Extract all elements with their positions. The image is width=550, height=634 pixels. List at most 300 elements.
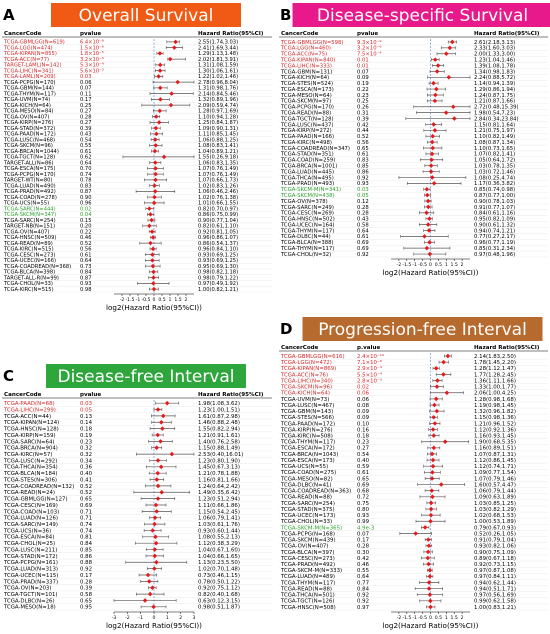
- row-hr-text: 0.96(0.77,1.19): [474, 240, 516, 247]
- row-hr-text: 1.00(0.53,1.89): [474, 519, 516, 526]
- row-label: TCGA-ESCA(N=175): [4, 166, 56, 173]
- row-hr-text: 1.08(0.83,1.41): [198, 143, 239, 150]
- row-hr-text: 1.55(0.26,9.18): [198, 154, 239, 161]
- row-label: TCGA-KIRC(N=57): [4, 451, 53, 458]
- x-tick-label: -2: [396, 263, 402, 268]
- panel-title: Progression-free Interval: [318, 320, 527, 340]
- hr-point: [159, 465, 164, 470]
- row-hr-text: 1.07(0.82,1.41): [474, 151, 516, 158]
- row-label: TCGA-SKCM-M(N=333): [281, 568, 343, 575]
- row-label: TCGA-OV(N=407): [281, 543, 329, 550]
- row-label: TCGA-THYM(N=117): [281, 580, 336, 587]
- row-pvalue: 0.93: [357, 513, 370, 520]
- row-pvalue: 0.62: [80, 154, 92, 161]
- row-pvalue: 0.72: [357, 494, 370, 501]
- row-hr-text: 0.98(0.51,1.87): [198, 604, 240, 611]
- row-label: TCGA-LUAD(N=313): [4, 566, 58, 573]
- hr-point: [151, 247, 156, 252]
- hr-point: [427, 586, 432, 591]
- row-label: TCGA-CESC(N=169): [4, 502, 58, 509]
- row-pvalue: 3.2×10⁻⁵: [80, 56, 104, 63]
- row-hr-text: 1.15(0.88,1.49): [198, 445, 240, 452]
- hr-point: [428, 252, 433, 257]
- row-hr-text: 1.09(0.90,1.31): [198, 125, 239, 132]
- hr-point: [152, 287, 157, 292]
- row-hr-text: 1.34(0.98,1.83): [474, 69, 516, 76]
- row-pvalue: 0.58: [357, 222, 369, 229]
- row-hr-text: 1.04(0.89,1.21): [198, 148, 239, 155]
- row-hr-text: 0.97(0.56,1.69): [474, 592, 516, 599]
- panel-D: [279, 317, 548, 630]
- row-hr-text: 0.82(0.40,1.68): [198, 591, 240, 598]
- row-pvalue: 0.19: [80, 432, 93, 439]
- hr-point: [451, 104, 456, 109]
- hr-point: [433, 421, 438, 426]
- hr-point: [156, 496, 161, 501]
- row-label: TCGA-KIRC(N=515): [4, 246, 54, 253]
- row-hr-text: 0.90(0.75,1.09): [474, 549, 516, 556]
- row-hr-text: 1.10(0.94,1.28): [198, 114, 239, 121]
- hr-point: [431, 81, 436, 86]
- hr-point: [425, 193, 430, 198]
- col-header-pvalue: pvalue: [80, 392, 102, 398]
- row-hr-text: 1.15(0.54,2.45): [198, 509, 240, 516]
- row-hr-text: 1.06(0.79,1.41): [198, 515, 240, 522]
- hr-point: [429, 507, 434, 512]
- row-label: TCGA-MESO(N=64): [281, 92, 332, 99]
- hr-point: [146, 573, 151, 578]
- row-label: TCGA-PRAD(N=492): [4, 189, 56, 196]
- hr-point: [151, 275, 156, 280]
- hr-point: [433, 57, 438, 62]
- row-label: TARGET-ALL(N=86): [4, 160, 54, 167]
- x-tick-label: -1.5: [402, 263, 412, 268]
- hr-point: [426, 562, 431, 567]
- row-hr-text: 0.84(0.61,1.16): [474, 210, 516, 217]
- row-pvalue: 0.42: [357, 555, 370, 562]
- row-hr-text: 0.86(0.54,1.37): [198, 240, 239, 247]
- row-label: TCGA-COAD(N=259): [281, 157, 336, 164]
- row-label: TCGA-UCS(N=36): [4, 528, 52, 535]
- row-label: TCGA-OV(N=203): [4, 585, 52, 592]
- row-hr-text: 1.06(0.79,1.44): [474, 488, 516, 495]
- row-hr-text: 0.96(0.86,1.07): [198, 235, 239, 242]
- x-tick-label: 1: [168, 298, 172, 303]
- col-header-pvalue: pvalue: [80, 31, 102, 37]
- row-label: TCGA-SKCM(N=96): [4, 143, 53, 150]
- hr-point: [429, 157, 434, 162]
- row-pvalue: 0.03: [80, 401, 93, 408]
- x-tick-label: -2: [396, 616, 402, 621]
- hr-point: [429, 501, 434, 506]
- row-label: TCGA-KIRP(N=159): [4, 432, 56, 439]
- row-hr-text: 1.15(0.98,1.36): [474, 415, 516, 422]
- row-hr-text: 1.21(0.78,1.88): [198, 471, 240, 478]
- row-hr-text: 0.94(0.74,1.21): [474, 228, 516, 235]
- row-hr-text: 0.93(0.69,1.25): [198, 252, 239, 259]
- row-pvalue: 0.87: [80, 189, 92, 196]
- row-hr-text: 1.78(1.45,2.20): [474, 360, 516, 367]
- row-label: TCGA-GBM(N=144): [4, 85, 54, 92]
- row-label: TCGA-THCA(N=501): [281, 592, 335, 599]
- hr-point: [434, 397, 439, 402]
- hr-point: [148, 241, 153, 246]
- row-hr-text: 1.24(0.64,2.42): [198, 483, 240, 490]
- row-label: TCGA-MESO(N=18): [4, 604, 56, 611]
- row-hr-text: 1.32(0.96,1.82): [474, 409, 516, 416]
- row-pvalue: 0.20: [80, 223, 92, 230]
- hr-point: [424, 211, 429, 216]
- hr-point: [156, 458, 161, 463]
- row-label: TCGA-THYM(N=117): [281, 246, 335, 253]
- x-tick-label: 1.5: [174, 298, 182, 303]
- panel-title: Disease-free Interval: [57, 367, 235, 387]
- hr-point: [439, 482, 444, 487]
- hr-point: [428, 599, 433, 604]
- hr-point: [427, 240, 432, 245]
- hr-point: [425, 246, 430, 251]
- row-label: TCGA-READ(N=24): [4, 490, 56, 497]
- row-label: TCGA-COAD(N=275): [281, 470, 337, 477]
- x-tick-label: 2: [179, 616, 183, 621]
- row-label: TCGA-LIHC(N=340): [281, 378, 333, 385]
- row-pvalue: 6.4×10⁻⁹: [80, 39, 104, 46]
- x-tick-label: -1: [412, 616, 417, 621]
- hr-point: [434, 87, 439, 92]
- row-label: TCGA-COADREAD(N=132): [4, 483, 75, 490]
- row-label: TCGA-STAD(N=351): [281, 151, 334, 158]
- hr-point: [153, 554, 158, 559]
- hr-point: [147, 206, 152, 211]
- row-hr-text: 1.02(0.68,1.53): [474, 513, 516, 520]
- row-label: TCGA-PAAD(N=68): [4, 401, 55, 408]
- x-tick-label: -1: [138, 616, 143, 621]
- row-pvalue: 0.46: [80, 235, 92, 242]
- row-label: TCGA-STES(N=566): [281, 415, 335, 422]
- row-label: TCGA-KIRP(N=276): [281, 427, 333, 434]
- hr-point: [162, 155, 167, 160]
- row-hr-text: 0.97(0.48,1.96): [474, 251, 516, 258]
- row-label: TCGA-LIHC(N=333): [281, 63, 332, 70]
- row-pvalue: 0.23: [80, 439, 93, 446]
- row-label: TCGA-PAAD(N=166): [281, 134, 335, 141]
- row-pvalue: 0.15: [80, 217, 92, 224]
- row-pvalue: 0.84: [80, 541, 93, 548]
- row-pvalue: 0.61: [357, 234, 369, 241]
- row-pvalue: 0.22: [80, 229, 92, 236]
- row-hr-text: 2.72(0.48,15.39): [474, 104, 519, 111]
- col-header-cancer: CancerCode: [281, 345, 319, 351]
- row-hr-text: 1.46(0.88,2.48): [198, 420, 240, 427]
- row-label: TCGA-LUSC(N=292): [4, 458, 58, 465]
- row-pvalue: 0.87: [80, 275, 92, 282]
- row-pvalue: 7.1×10⁻⁶: [357, 360, 382, 367]
- row-hr-text: 1.23(1.04,1.46): [474, 57, 516, 64]
- hr-point: [426, 205, 431, 210]
- row-hr-text: 1.19(0.98,1.45): [474, 402, 516, 409]
- row-pvalue: 2.8×10⁻³: [357, 378, 382, 385]
- row-pvalue: 0.08: [357, 402, 370, 409]
- row-hr-text: 1.12(0.86,1.45): [474, 457, 516, 464]
- x-tick-label: -1.5: [125, 298, 135, 303]
- row-label: TCGA-UCS(N=55): [281, 464, 329, 471]
- x-tick-label: -0.5: [418, 263, 428, 268]
- row-label: TARGET-ALL-R(N=99): [4, 275, 59, 282]
- hr-point: [153, 515, 158, 520]
- row-label: TCGA-HNSC(N=509): [4, 235, 57, 242]
- hr-point: [148, 212, 153, 217]
- x-axis-label: log2(Hazard Ratio(95%CI)): [106, 621, 202, 630]
- row-label: TCGA-PCPG(N=161): [4, 560, 58, 567]
- row-pvalue: 0.74: [80, 528, 93, 535]
- row-hr-text: 0.92(0.81,1.05): [198, 229, 239, 236]
- panel-letter: C: [3, 367, 15, 385]
- hr-point: [422, 234, 427, 239]
- row-label: TCGA-BRCA(N=904): [4, 445, 58, 452]
- x-tick-label: 0: [152, 616, 156, 621]
- row-pvalue: 0.09: [357, 415, 370, 422]
- row-hr-text: 1.21(0.91,1.61): [198, 432, 240, 439]
- hr-point: [155, 477, 160, 482]
- hr-point: [158, 97, 163, 102]
- x-tick-label: -0.5: [141, 298, 151, 303]
- x-tick-label: 0.5: [434, 616, 443, 621]
- row-pvalue: 7.5×10⁻⁴: [357, 51, 382, 58]
- row-pvalue: 0.22: [357, 86, 369, 93]
- hr-point: [154, 445, 159, 450]
- row-hr-text: 1.24(0.87,1.75): [474, 92, 516, 99]
- row-pvalue: 0.25: [80, 102, 92, 109]
- row-hr-text: 1.49(0.35,6.42): [198, 490, 240, 497]
- row-hr-text: 0.78(0.50,1.22): [198, 579, 240, 586]
- row-pvalue: 0.27: [80, 108, 92, 115]
- row-pvalue: 0.07: [357, 69, 369, 76]
- row-hr-text: 1.61(0.87,2.98): [198, 413, 240, 420]
- row-pvalue: 0.01: [357, 57, 369, 64]
- hr-point: [433, 128, 438, 133]
- row-label: TCGA-UCS(N=55): [4, 200, 50, 207]
- row-label: TCGA-KIRP(N=272): [281, 128, 332, 135]
- row-label: TCGA-BRCA(N=1043): [281, 451, 339, 458]
- hr-point: [173, 40, 178, 45]
- row-hr-text: 1.17(0.36,3.82): [474, 181, 516, 188]
- row-pvalue: 0.02: [80, 206, 92, 213]
- x-tick-label: 0: [429, 616, 432, 621]
- row-label: TCGA-SARC(N=149): [4, 521, 58, 528]
- row-pvalue: 0.81: [80, 534, 93, 541]
- row-pvalue: 1.8×10⁻⁵: [80, 51, 104, 58]
- row-hr-text: 1.11(0.85,1.45): [198, 131, 239, 138]
- row-hr-text: 0.99(0.62,1.58): [474, 598, 516, 605]
- row-label: TCGA-ACC(N=77): [4, 56, 50, 63]
- row-label: TCGA-GBMLGG(N=616): [281, 353, 345, 360]
- x-tick-label: 1: [444, 616, 448, 621]
- row-pvalue: 0.64: [80, 258, 92, 265]
- hr-point: [429, 163, 434, 168]
- row-label: TCGA-SKCM(N=439): [281, 537, 336, 544]
- row-pvalue: 0.54: [80, 137, 92, 144]
- row-pvalue: 0.92: [357, 175, 369, 182]
- x-tick-label: 3: [192, 616, 196, 621]
- row-label: TCGA-OV(N=407): [4, 229, 50, 236]
- x-tick-label: 2: [460, 616, 464, 621]
- row-label: TCGA-SKCM-M(N=365): [281, 525, 343, 532]
- row-hr-text: 1.13(0.23,5.50): [198, 560, 240, 567]
- row-label: TCGA-READ(N=88): [281, 494, 333, 501]
- col-header-cancer: CancerCode: [4, 31, 42, 37]
- x-tick-label: -1.5: [402, 616, 412, 621]
- row-pvalue: 0.55: [80, 143, 92, 150]
- row-hr-text: 1.07(0.79,1.46): [474, 476, 516, 483]
- row-hr-text: 1.06(0.88,1.25): [198, 137, 239, 144]
- x-tick-label: -2: [119, 298, 125, 303]
- row-label: TCGA-PRAD(N=337): [4, 579, 59, 586]
- row-hr-text: 1.30(1.06,1.61): [198, 68, 239, 75]
- row-label: TCGA-PCPG(N=170): [281, 104, 334, 111]
- row-hr-text: 2.00(1.33,3.00): [474, 51, 516, 58]
- row-label: TCGA-COAD(N=278): [4, 194, 57, 201]
- col-header-hr: Hazard Ratio(95%CI): [198, 31, 264, 37]
- row-label: TCGA-UVM(N=74): [4, 97, 51, 104]
- row-label: TCGA-BLCA(N=388): [281, 240, 334, 247]
- hr-point: [426, 199, 431, 204]
- x-tick-label: -1: [135, 298, 141, 303]
- hr-point: [434, 366, 439, 371]
- row-hr-text: 1.06(0.83,1.35): [198, 160, 239, 167]
- row-pvalue: 0.88: [80, 560, 93, 567]
- row-pvalue: 0.90: [80, 194, 92, 201]
- hr-point: [430, 134, 435, 139]
- row-label: TCGA-THYM(N=117): [281, 228, 335, 235]
- row-label: TCGA-UVM(N=73): [281, 396, 330, 403]
- row-label: TCGA-KIRP(N=276): [4, 120, 54, 127]
- hr-point: [152, 183, 157, 188]
- row-pvalue: 0.28: [357, 210, 369, 217]
- row-hr-text: 0.97(0.84,1.11): [474, 574, 516, 581]
- hr-point: [153, 149, 158, 154]
- hr-point: [446, 354, 451, 359]
- row-hr-text: 1.07(0.76,1.49): [198, 166, 239, 173]
- row-label: TCGA-MESO(N=82): [281, 476, 333, 483]
- row-pvalue: 0.64: [357, 574, 370, 581]
- row-label: TCGA-KICH(N=64): [4, 102, 51, 109]
- row-label: TCGA-GBMLGG(N=598): [281, 39, 344, 46]
- hr-point: [452, 116, 457, 121]
- row-pvalue: 0.27: [357, 445, 370, 452]
- row-label: TCGA-TGCT(N=126): [281, 598, 335, 605]
- x-tick-label: 0: [152, 298, 156, 303]
- row-pvalue: 0.85: [80, 547, 93, 554]
- hr-point: [151, 235, 156, 240]
- col-header-pvalue: p.value: [357, 345, 381, 351]
- row-label: TCGA-ACC(N=75): [281, 51, 328, 58]
- hr-point: [433, 99, 438, 104]
- row-pvalue: 0.28: [80, 114, 92, 121]
- row-pvalue: 0.23: [357, 92, 369, 99]
- hr-point: [428, 568, 433, 573]
- row-label: TCGA-PAAD(N=172): [4, 131, 56, 138]
- row-pvalue: 0.84: [357, 586, 370, 593]
- row-hr-text: 1.09(0.77,1.54): [474, 470, 516, 477]
- panel-B: [279, 3, 550, 277]
- x-tick-label: 1.5: [450, 616, 458, 621]
- row-hr-text: 0.91(0.79,1.04): [474, 537, 516, 544]
- row-hr-text: 0.73(0.46,1.15): [198, 572, 240, 579]
- row-label: TCGA-KIRC(N=498): [281, 139, 332, 146]
- row-label: TCGA-SKCM(N=438): [281, 192, 335, 199]
- row-pvalue: 0.85: [357, 163, 369, 170]
- row-hr-text: 0.94(0.51,1.71): [474, 586, 516, 593]
- row-label: TCGA-UCEC(N=173): [281, 513, 336, 520]
- row-hr-text: 1.03(0.61,1.76): [198, 521, 240, 528]
- hr-point: [431, 464, 436, 469]
- hr-point: [153, 178, 158, 183]
- row-hr-text: 1.00(0.83,1.21): [474, 604, 516, 611]
- row-pvalue: 2.9×10⁻⁴: [357, 366, 382, 373]
- row-pvalue: 0.65: [80, 598, 93, 605]
- x-axis-label: log2(Hazard Ratio(95%CI)): [106, 303, 202, 312]
- row-label: TCGA-BLCA(N=184): [4, 471, 58, 478]
- row-pvalue: 0.39: [357, 116, 369, 123]
- row-pvalue: 0.61: [80, 252, 92, 259]
- row-pvalue: 0.52: [80, 490, 93, 497]
- row-label: TCGA-KICH(N=64): [281, 75, 330, 82]
- row-pvalue: 0.69: [357, 482, 370, 489]
- row-label: TCGA-SKCM(N=96): [281, 384, 333, 391]
- row-pvalue: 0.95: [80, 604, 93, 611]
- x-axis-label: log2(Hazard Ratio(95%CI)): [382, 268, 479, 277]
- hr-point: [169, 103, 174, 108]
- row-hr-text: 0.79(0.67,0.93): [474, 525, 516, 532]
- row-label: TCGA-PRAD(N=493): [281, 181, 335, 188]
- row-label: TCGA-UCEC(N=164): [281, 222, 335, 229]
- row-label: TCGA-COADREAD(N=368): [4, 263, 72, 270]
- hr-point: [431, 122, 436, 127]
- row-pvalue: 0.11: [80, 91, 92, 98]
- x-tick-label: 1: [165, 616, 169, 621]
- row-label: TCGA-LIHC(N=341): [4, 68, 54, 75]
- row-pvalue: 0.18: [80, 426, 93, 433]
- hr-point: [428, 605, 433, 610]
- x-tick-label: 1: [444, 263, 448, 268]
- row-pvalue: 0.17: [80, 572, 93, 579]
- row-pvalue: 0.83: [357, 157, 369, 164]
- row-hr-text: 0.95(0.82,1.09): [474, 216, 516, 223]
- hr-point: [432, 181, 437, 186]
- hr-point: [443, 439, 448, 444]
- row-label: TCGA-ESCA(N=84): [4, 534, 55, 541]
- row-hr-text: 0.85(0.74,0.98): [474, 187, 516, 194]
- hr-point: [151, 281, 156, 286]
- row-pvalue: 0.31: [357, 110, 369, 117]
- row-label: TCGA-READ(N=88): [281, 586, 333, 593]
- row-hr-text: 0.95(0.69,1.30): [198, 263, 239, 270]
- row-hr-text: 1.00(0.82,1.21): [198, 286, 239, 293]
- row-label: TCGA-GBMLGG(N=619): [4, 39, 65, 46]
- row-pvalue: 0.73: [80, 263, 92, 270]
- hr-point: [152, 195, 157, 200]
- row-label: TCGA-LUAD(N=489): [281, 574, 335, 581]
- row-label: TCGA-GBMLGG(N=127): [4, 496, 68, 503]
- row-hr-text: 1.31(0.98,1.76): [198, 85, 239, 92]
- hr-point: [429, 169, 434, 174]
- row-label: TCGA-KIPAN(N=124): [4, 420, 60, 427]
- row-label: TCGA-SARC(N=254): [281, 500, 335, 507]
- row-label: TCGA-PCPG(N=168): [281, 531, 335, 538]
- row-label: TCGA-CHOL(N=33): [4, 281, 53, 288]
- hr-point: [152, 201, 157, 206]
- row-hr-text: 1.01(0.66,1.55): [198, 200, 239, 207]
